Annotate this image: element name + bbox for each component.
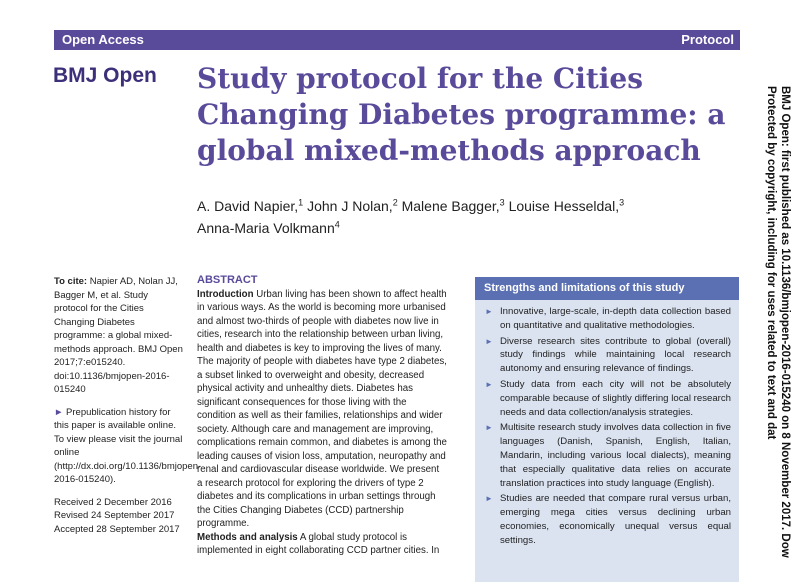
citation: To cite: Napier AD, Nolan JJ, Bagger M, et al. Study protocol for the Cities Changing Diabetes programme: a global mixed-methods approach. BMJ Open 2017;7:e015240. doi:10.1136/bmjopen-2016-015240 <box>54 276 183 395</box>
triangle-bullet-icon: ► <box>485 494 493 504</box>
list-item: ► Diverse research sites contribute to global (overall) study findings while maintaining local research autonomy and ensuring relevance of findings. <box>485 335 731 375</box>
strengths-limitations-box <box>475 277 739 582</box>
strengths-heading: Strengths and limitations of this study <box>475 277 739 300</box>
triangle-bullet-icon: ► <box>485 379 493 389</box>
list-item: ► Multisite research study involves data collection in five languages (Danish, Spanish, English, Italian, Mandarin, including various local dialects), meaning that especially qualitative data relies on accurate translation practices into study language (English). <box>485 422 731 489</box>
list-item: ► Studies are needed that compare rural versus urban, emerging mega cities versus declining urban economies, economically unequal versus equal settings. <box>485 493 731 546</box>
open-access-label: Open Access <box>62 32 144 47</box>
author-list <box>197 193 677 238</box>
author: John J Nolan,$^2$ <box>307 197 398 214</box>
author: Malene Bagger,$^3$ <box>401 197 505 214</box>
triangle-bullet-icon: ► <box>485 336 493 346</box>
list-item: ► Innovative, large-scale, in-depth data collection based on quantitative and qualitative methodologies. <box>485 306 731 331</box>
strengths-list <box>475 300 739 548</box>
author: A. David Napier,$^1$ <box>197 197 304 214</box>
article-type-label: Protocol <box>681 32 734 47</box>
abstract <box>197 274 447 558</box>
list-item: ► Study data from each city will not be absolutely comparable because of slightly differing local research needs and data collection/analysis strategies. <box>485 378 731 418</box>
author: Anna-Maria Volkmann$^4$ <box>197 219 340 237</box>
side-notice-text: BMJ Open: first published as 10.1136/bmjopen-2016-015240 on 8 November 2017. Dow Protected by copyright, including for uses related to text and dat <box>765 86 791 558</box>
header-bar <box>54 30 740 50</box>
journal-logo: BMJ Open <box>53 64 157 87</box>
prepublication-note: ► Prepublication history for this paper is available online. To view please visit the journal online (http://dx.doi.org/10.1136/bmjopen-2016-015240). <box>54 406 202 485</box>
dates: Received 2 December 2016 Revised 24 September 2017 Accepted 28 September 2017 <box>54 496 180 535</box>
article-info-column <box>54 275 202 545</box>
copyright-side-notice <box>764 86 795 582</box>
abstract-methods: Methods and analysis A global study protocol is implemented in eight collaborating CCD partner cities. In <box>197 531 440 556</box>
triangle-bullet-icon: ► <box>54 406 64 418</box>
triangle-bullet-icon: ► <box>485 423 493 433</box>
article-title: Study protocol for the Cities Changing Diabetes programme: a global mixed-methods approach <box>197 62 726 167</box>
abstract-heading: ABSTRACT <box>197 274 258 286</box>
abstract-introduction: Introduction Urban living has been shown to affect health in various ways. As the world is becoming more urbanised and almost two-thirds of people with diabetes now live in cities, research into the relationship between urban living, health and diabetes is key to improving the lives of many. The majority of people with diabetes have type 2 diabetes, a subset linked to overweight and obesity, decreased physical activity and unhealthy diets. Diabetes has significant consequences for those living with the condition as well as their families, relationships and wider society. Although care and management are improving, complications remain common, and diabetes is among the leading causes of vision loss, amputation, neuropathy and renal and cardiovascular disease worldwide. We present a research protocol for exploring the drivers of type 2 diabetes and its complications in urban settings through the Cities Changing Diabetes (CCD) partnership programme. <box>197 288 447 529</box>
author: Louise Hesseldal,$^3$ <box>508 197 625 214</box>
triangle-bullet-icon: ► <box>485 307 493 316</box>
